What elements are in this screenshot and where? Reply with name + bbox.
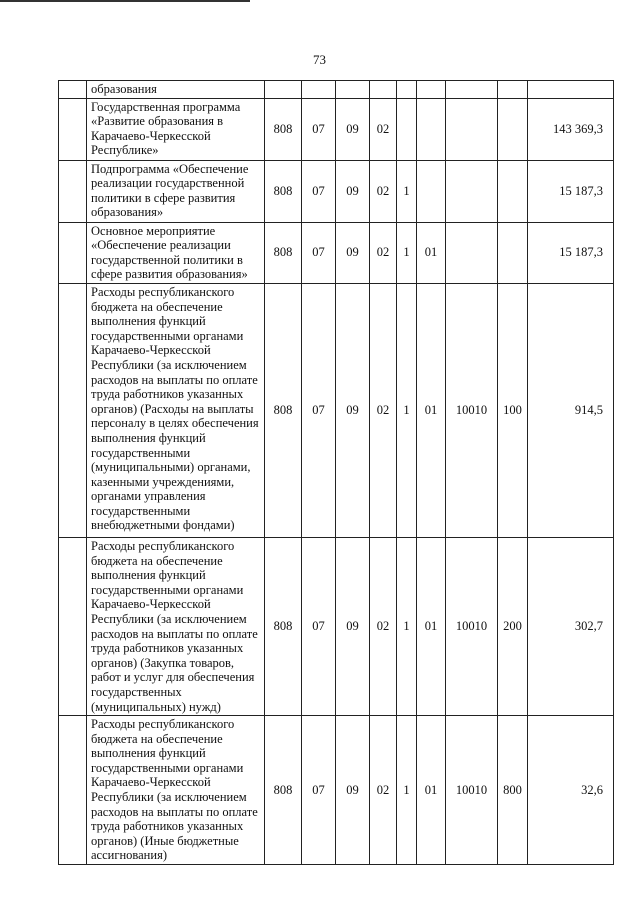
row-number-cell <box>59 222 87 283</box>
direction-cell: 10010 <box>446 283 498 537</box>
section-cell: 07 <box>302 537 336 715</box>
ministry-cell: 808 <box>265 283 302 537</box>
program-cell: 02 <box>370 160 397 222</box>
name-cell: Подпрограмма «Обеспечение реализации государственной политики в сфере развития образования» <box>87 160 265 222</box>
name-cell: образования <box>87 81 265 99</box>
program-cell: 02 <box>370 537 397 715</box>
subsection-cell: 09 <box>336 222 370 283</box>
table-row <box>59 537 614 715</box>
amount-cell: 32,6 <box>528 716 614 865</box>
name-cell: Расходы республиканского бюджета на обеспечение выполнения функций государственными органами Карачаево-Черкесской Республики (за исключением расходов на выплаты по оплате труда работников указанных органов) (Расходы на выплаты персоналу в целях обеспечения выполнения функций государственными (муниципальными) органами, казенными учреждениями, органами управления государственными внебюджетными фондами) <box>87 283 265 537</box>
expense-type-cell: 100 <box>498 283 528 537</box>
amount-cell: 302,7 <box>528 537 614 715</box>
ministry-cell: 808 <box>265 716 302 865</box>
table-body <box>59 81 614 865</box>
subsection-cell <box>336 81 370 99</box>
expense-type-cell <box>498 160 528 222</box>
row-number-cell <box>59 160 87 222</box>
activity-cell: 01 <box>417 222 446 283</box>
subprogram-cell: 1 <box>397 537 417 715</box>
section-cell: 07 <box>302 222 336 283</box>
expense-type-cell: 800 <box>498 716 528 865</box>
row-number-cell <box>59 98 87 160</box>
subprogram-cell: 1 <box>397 716 417 865</box>
name-cell: Государственная программа «Развитие образования в Карачаево-Черкесской Республике» <box>87 98 265 160</box>
amount-cell: 15 187,3 <box>528 160 614 222</box>
program-cell: 02 <box>370 716 397 865</box>
ministry-cell: 808 <box>265 222 302 283</box>
top-rule <box>0 0 250 2</box>
section-cell: 07 <box>302 716 336 865</box>
subsection-cell: 09 <box>336 283 370 537</box>
program-cell <box>370 81 397 99</box>
subsection-cell: 09 <box>336 98 370 160</box>
table-row <box>59 160 614 222</box>
activity-cell: 01 <box>417 283 446 537</box>
activity-cell <box>417 81 446 99</box>
subprogram-cell: 1 <box>397 283 417 537</box>
expense-type-cell: 200 <box>498 537 528 715</box>
name-cell: Основное мероприятие «Обеспечение реализации государственной политики в сфере развития образования» <box>87 222 265 283</box>
name-cell: Расходы республиканского бюджета на обеспечение выполнения функций государственными органами Карачаево-Черкесской Республики (за исключением расходов на выплаты по оплате труда работников указанных органов) (Закупка товаров, работ и услуг для обеспечения государственных (муниципальных) нужд) <box>87 537 265 715</box>
expense-type-cell <box>498 98 528 160</box>
activity-cell <box>417 98 446 160</box>
program-cell: 02 <box>370 283 397 537</box>
section-cell <box>302 81 336 99</box>
row-number-cell <box>59 81 87 99</box>
ministry-cell <box>265 81 302 99</box>
activity-cell <box>417 160 446 222</box>
expense-type-cell <box>498 81 528 99</box>
activity-cell: 01 <box>417 537 446 715</box>
direction-cell <box>446 98 498 160</box>
table-row <box>59 716 614 865</box>
amount-cell: 15 187,3 <box>528 222 614 283</box>
table-row <box>59 98 614 160</box>
direction-cell <box>446 222 498 283</box>
direction-cell: 10010 <box>446 716 498 865</box>
subprogram-cell: 1 <box>397 222 417 283</box>
activity-cell: 01 <box>417 716 446 865</box>
program-cell: 02 <box>370 222 397 283</box>
ministry-cell: 808 <box>265 160 302 222</box>
subsection-cell: 09 <box>336 160 370 222</box>
subprogram-cell: 1 <box>397 160 417 222</box>
table-row <box>59 81 614 99</box>
row-number-cell <box>59 283 87 537</box>
direction-cell <box>446 160 498 222</box>
expense-type-cell <box>498 222 528 283</box>
section-cell: 07 <box>302 98 336 160</box>
row-number-cell <box>59 716 87 865</box>
amount-cell: 143 369,3 <box>528 98 614 160</box>
page-number: 73 <box>313 52 326 67</box>
name-cell: Расходы республиканского бюджета на обеспечение выполнения функций государственными органами Карачаево-Черкесской Республики (за исключением расходов на выплаты по оплате труда работников указанных органов) (Иные бюджетные ассигнования) <box>87 716 265 865</box>
amount-cell <box>528 81 614 99</box>
ministry-cell: 808 <box>265 98 302 160</box>
subprogram-cell <box>397 98 417 160</box>
section-cell: 07 <box>302 160 336 222</box>
budget-table <box>58 80 614 865</box>
row-number-cell <box>59 537 87 715</box>
amount-cell: 914,5 <box>528 283 614 537</box>
direction-cell: 10010 <box>446 537 498 715</box>
section-cell: 07 <box>302 283 336 537</box>
program-cell: 02 <box>370 98 397 160</box>
direction-cell <box>446 81 498 99</box>
ministry-cell: 808 <box>265 537 302 715</box>
table-row <box>59 222 614 283</box>
subprogram-cell <box>397 81 417 99</box>
subsection-cell: 09 <box>336 537 370 715</box>
table-row <box>59 283 614 537</box>
subsection-cell: 09 <box>336 716 370 865</box>
